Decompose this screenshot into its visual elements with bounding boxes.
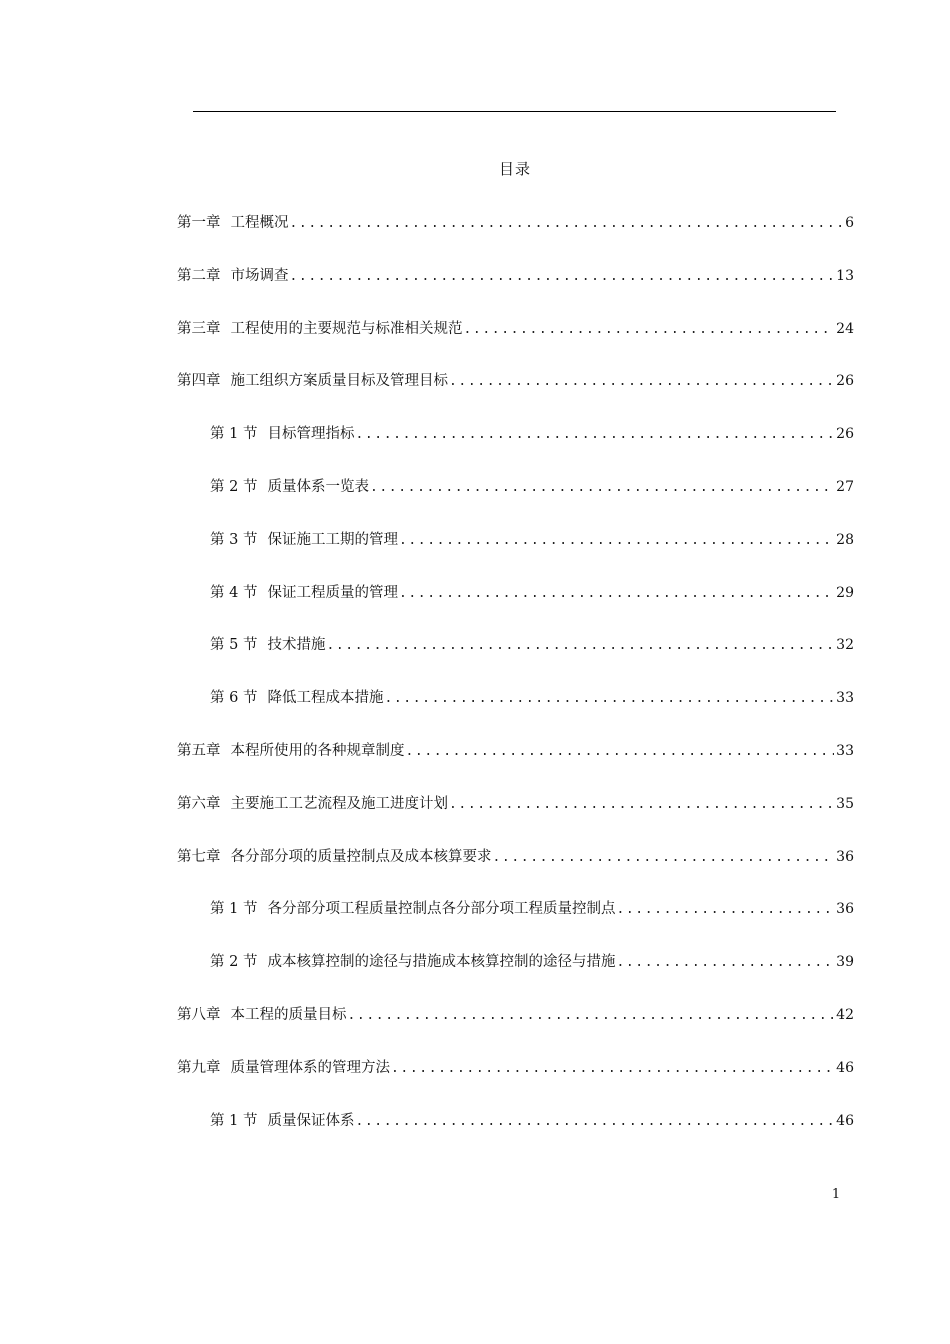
toc-dot-leader (449, 794, 834, 816)
toc-entry-number: 第 2 节 (210, 954, 258, 971)
toc-entry-title: 成本核算控制的途径与措施成本核算控制的途径与措施 (267, 954, 616, 971)
toc-dot-leader (616, 899, 834, 921)
toc-entry-page: 32 (836, 637, 854, 654)
toc-entry-number: 第 1 节 (210, 1112, 258, 1129)
toc-entry-title: 质量体系一览表 (267, 478, 369, 495)
toc-chapter-entry[interactable] (177, 1057, 854, 1110)
toc-entry-number: 第三章 (177, 320, 221, 337)
toc-section-entry[interactable] (177, 423, 854, 476)
toc-entry-number: 第八章 (177, 1006, 221, 1023)
toc-entry-page: 13 (836, 267, 854, 284)
toc-entry-title: 施工组织方案质量目标及管理目标 (230, 373, 448, 390)
toc-dot-leader (290, 213, 844, 235)
toc-entry-title: 工程使用的主要规范与标准相关规范 (230, 320, 463, 337)
toc-chapter-entry[interactable] (177, 370, 854, 423)
toc-entry-page: 36 (836, 901, 854, 918)
toc-entry-number: 第 4 节 (210, 584, 258, 601)
toc-entry-title: 主要施工工艺流程及施工进度计划 (230, 795, 448, 812)
toc-entry-title: 市场调查 (230, 267, 289, 284)
toc-entry-number: 第七章 (177, 848, 221, 865)
toc-section-entry[interactable] (177, 582, 854, 635)
toc-dot-leader (391, 1058, 834, 1080)
toc-entry-page: 26 (836, 373, 854, 390)
toc-entry-page: 33 (836, 742, 854, 759)
toc-entry-title: 质量保证体系 (267, 1112, 355, 1129)
toc-entry-page: 39 (836, 954, 854, 971)
toc-dot-leader (399, 583, 834, 605)
toc-section-entry[interactable] (177, 687, 854, 740)
toc-entry-page: 42 (836, 1006, 854, 1023)
toc-entry-number: 第四章 (177, 373, 221, 390)
toc-entry-page: 46 (836, 1059, 854, 1076)
toc-entry-page: 27 (836, 478, 854, 495)
toc-entry-number: 第二章 (177, 267, 221, 284)
toc-entry-title: 本程所使用的各种规章制度 (230, 742, 405, 759)
toc-section-entry[interactable] (177, 951, 854, 1004)
toc-dot-leader (616, 952, 834, 974)
toc-entry-page: 46 (836, 1112, 854, 1129)
toc-entry-number: 第 3 节 (210, 531, 258, 548)
toc-entry-page: 26 (836, 426, 854, 443)
toc-entry-title: 保证工程质量的管理 (267, 584, 398, 601)
toc-entry-number: 第六章 (177, 795, 221, 812)
toc-entry-page: 6 (845, 215, 854, 231)
toc-dot-leader (370, 477, 834, 499)
toc-chapter-entry[interactable] (177, 265, 854, 318)
toc-chapter-entry[interactable] (177, 846, 854, 899)
toc-section-entry[interactable] (177, 476, 854, 529)
toc-dot-leader (348, 1005, 835, 1027)
toc-entry-title: 质量管理体系的管理方法 (230, 1059, 390, 1076)
toc-dot-leader (355, 1111, 834, 1133)
toc-entry-number: 第 1 节 (210, 901, 258, 918)
toc-entry-page: 24 (836, 320, 854, 337)
toc-title: 目录 (498, 160, 531, 178)
toc-entry-title: 保证施工工期的管理 (267, 531, 398, 548)
toc-entry-title: 本工程的质量目标 (230, 1006, 347, 1023)
toc-dot-leader (464, 319, 835, 341)
toc-entry-title: 各分部分项工程质量控制点各分部分项工程质量控制点 (267, 901, 616, 918)
toc-entry-number: 第 6 节 (210, 690, 258, 707)
toc-dot-leader (326, 635, 834, 657)
toc-entry-title: 降低工程成本措施 (267, 690, 384, 707)
page-number: 1 (831, 1187, 841, 1202)
toc-entry-title: 工程概况 (230, 215, 289, 231)
toc-section-entry[interactable] (177, 634, 854, 687)
toc-entry-number: 第一章 (177, 215, 221, 231)
toc-entry-page: 28 (836, 531, 854, 548)
toc-section-entry[interactable] (177, 1110, 854, 1163)
toc-entry-number: 第五章 (177, 742, 221, 759)
toc-entry-number: 第 2 节 (210, 478, 258, 495)
header-rule (193, 111, 836, 112)
toc-section-entry[interactable] (177, 529, 854, 582)
toc-dot-leader (290, 266, 835, 288)
toc-entry-title: 各分部分项的质量控制点及成本核算要求 (230, 848, 492, 865)
table-of-contents (177, 212, 854, 1162)
toc-entry-page: 35 (836, 795, 854, 812)
toc-chapter-entry[interactable] (177, 1004, 854, 1057)
toc-dot-leader (399, 530, 834, 552)
toc-dot-leader (355, 424, 834, 446)
toc-entry-number: 第九章 (177, 1059, 221, 1076)
toc-section-entry[interactable] (177, 898, 854, 951)
toc-entry-title: 目标管理指标 (267, 426, 355, 443)
toc-dot-leader (406, 741, 835, 763)
toc-entry-page: 29 (836, 584, 854, 601)
toc-chapter-entry[interactable] (177, 212, 854, 265)
toc-chapter-entry[interactable] (177, 740, 854, 793)
toc-dot-leader (384, 688, 834, 710)
toc-dot-leader (493, 847, 835, 869)
toc-entry-page: 36 (836, 848, 854, 865)
toc-chapter-entry[interactable] (177, 318, 854, 371)
toc-dot-leader (449, 371, 834, 393)
toc-chapter-entry[interactable] (177, 793, 854, 846)
toc-entry-title: 技术措施 (267, 637, 326, 654)
toc-entry-number: 第 5 节 (210, 637, 258, 654)
toc-entry-number: 第 1 节 (210, 426, 258, 443)
toc-entry-page: 33 (836, 690, 854, 707)
